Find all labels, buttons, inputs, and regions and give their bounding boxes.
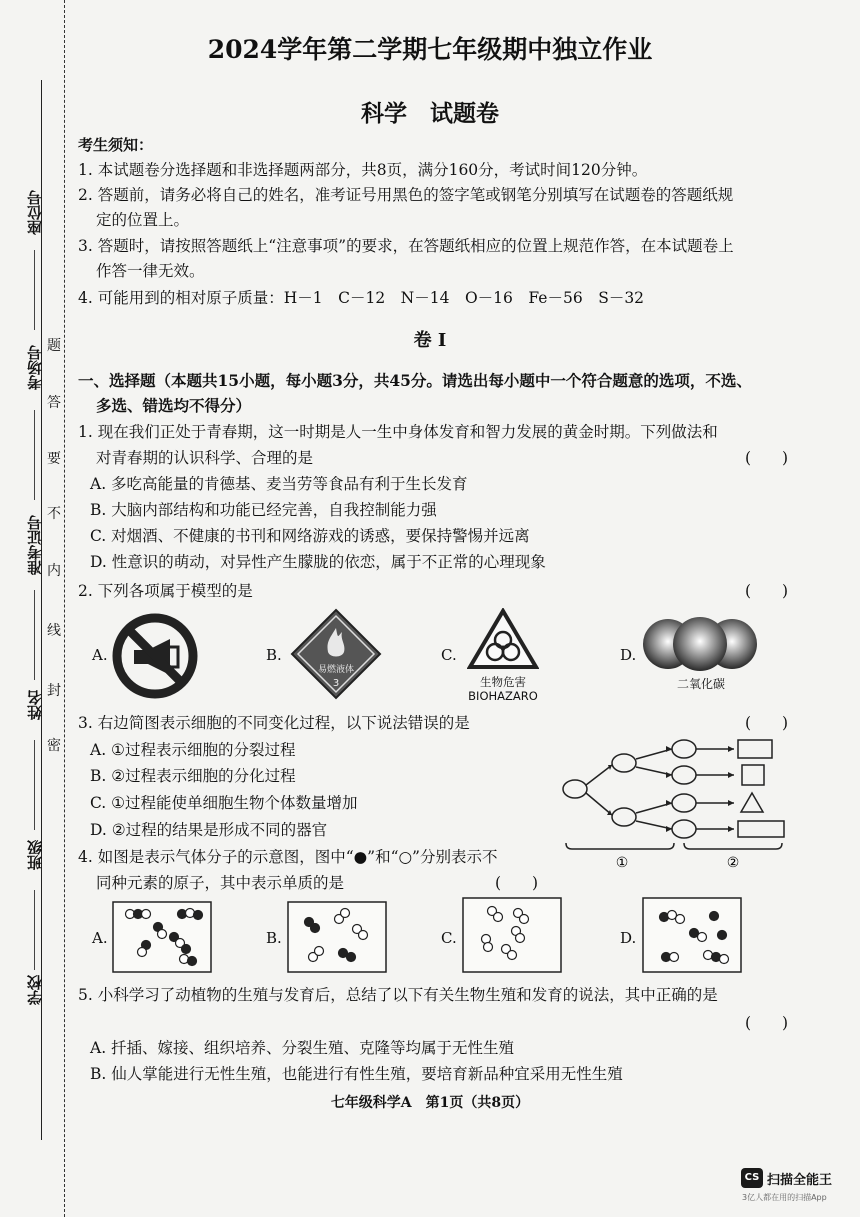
- room-fill-line: [34, 410, 35, 500]
- seal-char: 题: [47, 338, 61, 354]
- ticket-fill-line: [34, 590, 35, 680]
- class-label: 班级: [26, 840, 44, 870]
- name-fill-line: [34, 740, 35, 830]
- class-fill-line: [34, 890, 35, 970]
- seat-number-label: 座位号: [26, 190, 44, 235]
- q5-option-a: A. 扦插、嫁接、组织培养、分裂生殖、克隆等均属于无性生殖: [90, 1039, 515, 1057]
- q4-box-c-molecules: [462, 897, 562, 973]
- q1-stem: 1. 现在我们正处于青春期，这一时期是人一生中身体发育和智力发展的黄金时期。下列做法和: [78, 423, 718, 441]
- seal-char: 内: [47, 563, 61, 579]
- seal-char: 密: [47, 738, 61, 754]
- seal-char: 封: [47, 683, 61, 699]
- process-2-label: ②: [726, 855, 740, 870]
- notice-item: 3. 答题时，请按照答题纸上“注意事项”的要求，在答题纸相应的位置上规范作答，在本试题卷上: [78, 237, 734, 255]
- co2-caption: 二氧化碳: [676, 677, 725, 691]
- notice-item: 2. 答题前，请务必将自己的姓名，准考证号用黑色的签字笔或钢笔分别填写在试题卷的答题纸规: [78, 186, 734, 204]
- camscanner-logo-icon: CS: [741, 1168, 763, 1188]
- page-title: 2024学年第二学期七年级期中独立作业: [207, 35, 653, 64]
- watermark-tagline: 3亿人都在用的扫描App: [742, 1193, 827, 1202]
- q2-label-b: B.: [266, 646, 282, 664]
- q3-option-b: B. ②过程表示细胞的分化过程: [90, 767, 296, 785]
- page-subtitle: 科学 试题卷: [361, 100, 499, 127]
- q5-option-b: B. 仙人掌能进行无性生殖，也能进行有性生殖，要培育新品种宜采用无性生殖: [90, 1065, 623, 1083]
- cell-process-diagram: [558, 735, 794, 870]
- seal-char: 线: [47, 623, 61, 639]
- no-horn-sign-icon: [112, 613, 198, 699]
- sign-b-number: 3: [332, 678, 340, 689]
- q2-answer-paren: ( ): [745, 582, 789, 600]
- seal-char: 答: [47, 395, 61, 411]
- exam-room-label: 考场号: [26, 345, 44, 390]
- q1-option-d: D. 性意识的萌动，对异性产生朦胧的依恋，属于不正常的心理现象: [90, 553, 546, 571]
- q1-answer-paren: ( ): [745, 449, 789, 467]
- q1-stem-cont: 对青春期的认识科学、合理的是: [96, 449, 314, 467]
- part1-instructions-cont: 多选、错选均不得分）: [96, 396, 252, 415]
- seal-char: 不: [47, 506, 61, 522]
- watermark-brand: 扫描全能王: [767, 1173, 833, 1188]
- q3-stem: 3. 右边简图表示细胞的不同变化过程，以下说法错误的是: [78, 714, 470, 732]
- q3-option-d: D. ②过程的结果是形成不同的器官: [90, 821, 328, 839]
- q4-answer-paren: ( ): [495, 874, 539, 892]
- q4-box-b-molecules: [287, 901, 387, 973]
- sign-b-text: 易燃液体: [317, 665, 355, 675]
- q3-answer-paren: ( ): [745, 714, 789, 732]
- flammable-liquid-sign-icon: [290, 608, 382, 700]
- co2-molecule-model-icon: [640, 616, 760, 672]
- q4-label-b: B.: [266, 929, 282, 947]
- school-label: 学校: [26, 975, 44, 1005]
- notice-item: 定的位置上。: [96, 211, 190, 229]
- q4-stem-cont: 同种元素的原子，其中表示单质的是: [96, 874, 345, 892]
- name-label: 姓名: [26, 690, 44, 720]
- q4-box-d-molecules: [642, 897, 742, 973]
- seat-fill-line: [34, 250, 35, 330]
- q4-label-a: A.: [92, 929, 108, 947]
- q4-stem: 4. 如图是表示气体分子的示意图，图中“●”和“○”分别表示不: [78, 848, 498, 866]
- q1-option-b: B. 大脑内部结构和功能已经完善，自我控制能力强: [90, 501, 437, 519]
- seal-char: 要: [47, 451, 61, 467]
- q3-option-a: A. ①过程表示细胞的分裂过程: [90, 741, 296, 759]
- notice-heading: 考生须知：: [78, 136, 154, 154]
- part1-instructions: 一、选择题（本题共15小题，每小题3分，共45分。请选出每小题中一个符合题意的选项，不选、: [78, 371, 752, 390]
- biohazard-sign-icon: [467, 608, 539, 670]
- q4-label-c: C.: [441, 929, 457, 947]
- q5-stem: 5. 小科学习了动植物的生殖与发育后，总结了以下有关生物生殖和发育的说法，其中正确的是: [78, 986, 718, 1004]
- q5-answer-paren: ( ): [745, 1014, 789, 1032]
- biohazard-caption-cn: 生物危害: [480, 675, 526, 689]
- notice-item: 1. 本试题卷分选择题和非选择题两部分，共8页，满分160分，考试时间120分钟。: [78, 161, 648, 179]
- process-1-label: ①: [615, 855, 629, 870]
- q1-option-c: C. 对烟酒、不健康的书刊和网络游戏的诱惑，要保持警惕并远离: [90, 527, 530, 545]
- gutter-dashed-line: [64, 0, 65, 1217]
- notice-item: 4. 可能用到的相对原子质量：H－1 C－12 N－14 O－16 Fe－56 S－32: [78, 289, 645, 307]
- section-title: 卷 Ⅰ: [413, 330, 447, 351]
- q2-label-a: A.: [92, 646, 108, 664]
- q2-label-d: D.: [620, 646, 637, 664]
- q4-box-a-molecules: [112, 901, 212, 973]
- q4-label-d: D.: [620, 929, 637, 947]
- biohazard-caption-en: BIOHAZARO: [468, 689, 538, 703]
- q2-label-c: C.: [441, 646, 457, 664]
- ticket-number-label: 准考证号: [26, 515, 44, 575]
- page-footer: 七年级科学A 第1页（共8页）: [330, 1095, 530, 1111]
- q3-option-c: C. ①过程能使单细胞生物个体数量增加: [90, 794, 358, 812]
- q2-stem: 2. 下列各项属于模型的是: [78, 582, 253, 600]
- notice-item: 作答一律无效。: [96, 262, 205, 280]
- q1-option-a: A. 多吃高能量的肯德基、麦当劳等食品有利于生长发育: [90, 475, 468, 493]
